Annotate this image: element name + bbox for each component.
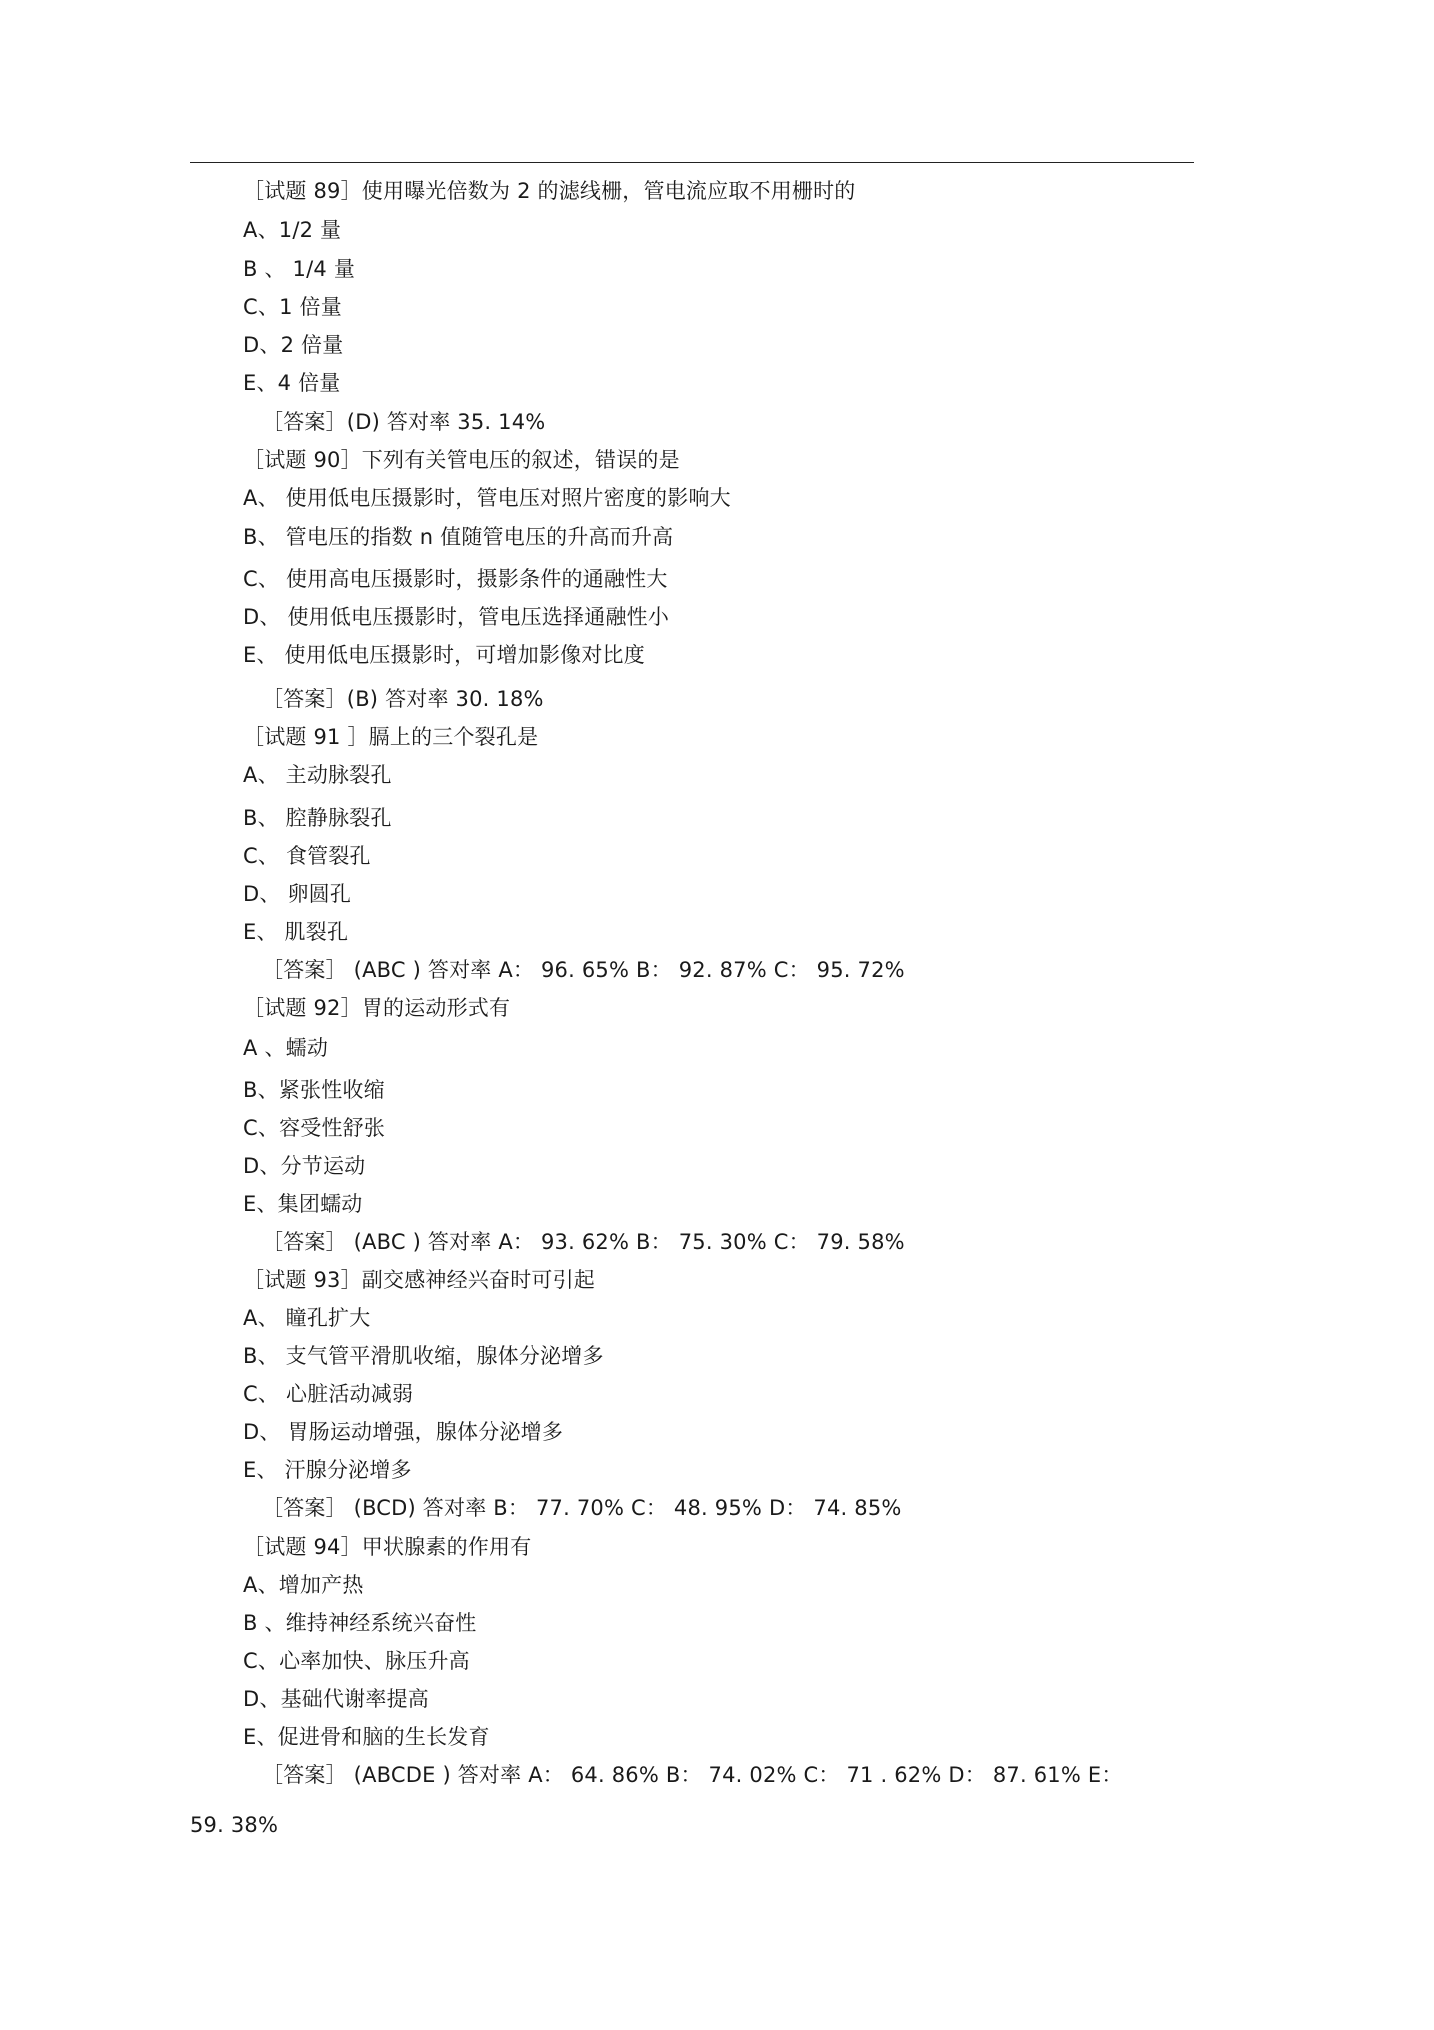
question-91-option-e: E、 肌裂孔 xyxy=(243,920,349,944)
question-93-option-e: E、 汗腺分泌增多 xyxy=(243,1458,412,1482)
question-92-option-b: B、紧张性收缩 xyxy=(243,1078,385,1102)
question-92-option-e: E、集团蠕动 xyxy=(243,1192,363,1216)
question-94-stem: ［试题 94］甲状腺素的作用有 xyxy=(243,1535,532,1559)
question-94-option-e: E、促进骨和脑的生长发育 xyxy=(243,1725,490,1749)
question-89-option-c: C、1 倍量 xyxy=(243,295,342,319)
question-90-answer: ［答案］(B) 答对率 30. 18% xyxy=(262,687,544,711)
question-90-stem: ［试题 90］下列有关管电压的叙述，错误的是 xyxy=(243,448,680,472)
question-90-option-e: E、 使用低电压摄影时，可增加影像对比度 xyxy=(243,643,645,667)
question-92-option-d: D、分节运动 xyxy=(243,1154,366,1178)
question-93-option-c: C、 心脏活动减弱 xyxy=(243,1382,414,1406)
question-94-option-d: D、基础代谢率提高 xyxy=(243,1687,429,1711)
question-92-option-c: C、容受性舒张 xyxy=(243,1116,386,1140)
question-91-stem: ［试题 91 ］膈上的三个裂孔是 xyxy=(243,725,539,749)
question-90-option-c: C、 使用高电压摄影时，摄影条件的通融性大 xyxy=(243,567,668,591)
question-91-option-d: D、 卵圆孔 xyxy=(243,882,352,906)
question-90-option-b: B、 管电压的指数 n 值随管电压的升高而升高 xyxy=(243,525,674,549)
question-91-option-c: C、 食管裂孔 xyxy=(243,844,371,868)
question-93-answer: ［答案］ (BCD) 答对率 B： 77. 70% C： 48. 95% D： 74. 85% xyxy=(262,1496,902,1520)
question-92-stem: ［试题 92］胃的运动形式有 xyxy=(243,996,511,1020)
question-94-option-c: C、心率加快、脉压升高 xyxy=(243,1649,470,1673)
question-93-stem: ［试题 93］副交感神经兴奋时可引起 xyxy=(243,1268,595,1292)
question-92-option-a: A 、蠕动 xyxy=(243,1036,329,1060)
question-90-option-a: A、 使用低电压摄影时，管电压对照片密度的影响大 xyxy=(243,486,731,510)
question-89-option-b: B 、 1/4 量 xyxy=(243,257,356,281)
question-94-answer-continued: 59. 38% xyxy=(190,1813,279,1837)
question-89-answer: ［答案］(D) 答对率 35. 14% xyxy=(262,410,546,434)
question-89-option-a: A、1/2 量 xyxy=(243,218,342,242)
question-89-option-e: E、4 倍量 xyxy=(243,371,341,395)
question-91-option-a: A、 主动脉裂孔 xyxy=(243,763,392,787)
question-94-answer: ［答案］ (ABCDE ) 答对率 A： 64. 86% B： 74. 02% C： 71 . 62% D： 87. 61% E： xyxy=(262,1763,1123,1787)
question-94-option-a: A、增加产热 xyxy=(243,1573,364,1597)
question-93-option-b: B、 支气管平滑肌收缩，腺体分泌增多 xyxy=(243,1344,604,1368)
question-89-option-d: D、2 倍量 xyxy=(243,333,344,357)
question-91-option-b: B、 腔静脉裂孔 xyxy=(243,806,392,830)
question-93-option-d: D、 胃肠运动增强，腺体分泌增多 xyxy=(243,1420,564,1444)
question-90-option-d: D、 使用低电压摄影时，管电压选择通融性小 xyxy=(243,605,670,629)
question-89-stem: ［试题 89］使用曝光倍数为 2 的滤线栅，管电流应取不用栅时的 xyxy=(243,179,856,203)
question-91-answer: ［答案］ (ABC ) 答对率 A： 96. 65% B： 92. 87% C： 95. 72% xyxy=(262,958,905,982)
question-93-option-a: A、 瞳孔扩大 xyxy=(243,1306,371,1330)
question-92-answer: ［答案］ (ABC ) 答对率 A： 93. 62% B： 75. 30% C： 79. 58% xyxy=(262,1230,905,1254)
question-94-option-b: B 、维持神经系统兴奋性 xyxy=(243,1611,477,1635)
